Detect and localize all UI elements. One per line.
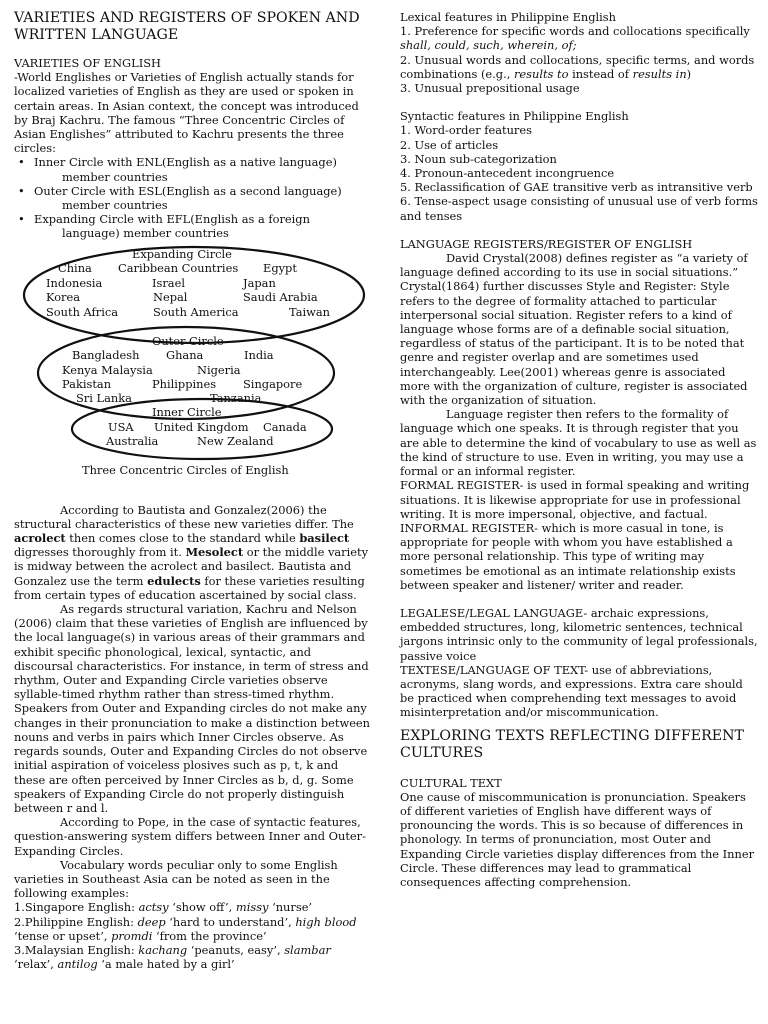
varieties-paragraph-2: As regards structural variation, Kachru and Nelson (2006) claim that these varieties of English are influenced by the local language(s) in various areas of their grammars and exhibit specific phonological, lexical, syntactic, and discoursal characteristics. For instance, in term of stress and rhythm, Outer and Expanding Circle varieties observe syllable-timed rhythm rather than stress-timed rhythm. Speakers from Outer and Expanding circles do not make any changes in their pronunciation to make a distinction between nouns and verbs in pairs which Inner Circles observe. As regards sounds, Outer and Expanding Circles do not observe initial aspiration of voiceless plosives such as p, t, k and these are often perceived by Inner Circles as b, d, g. Some speakers of Expanding Circle do not properly distinguish between r and l.: [14, 602, 371, 815]
list-item: • Outer Circle with ESL(English as a second language) member countries: [14, 184, 370, 212]
country-label: Saudi Arabia: [243, 289, 318, 304]
outer-circle-label: Outer Circle: [152, 333, 224, 348]
country-label: Korea: [46, 289, 81, 304]
legalese: LEGALESE/LEGAL LANGUAGE- archaic expressions, embedded structures, long, kilometric sentences, technical jargons intrinsic only to the community of legal professionals, passive voice: [400, 605, 758, 663]
concentric-circles-diagram: [14, 245, 370, 481]
varieties-heading: VARIETIES OF ENGLISH: [14, 56, 161, 70]
exploring-heading: EXPLORING TEXTS REFLECTING DIFFERENT CULTURES: [400, 727, 744, 761]
registers-heading: LANGUAGE REGISTERS/REGISTER OF ENGLISH: [400, 236, 693, 251]
example-philippine: 2.Philippine English: deep ‘hard to understand’, high blood ‘tense or upset’, promdi ‘from the province’: [14, 914, 357, 943]
country-label: Bangladesh: [72, 347, 140, 362]
syntactic-item-1: 1. Word-order features: [400, 123, 532, 138]
country-label: Tanzania: [210, 390, 262, 405]
country-label: New Zealand: [197, 433, 274, 448]
syntactic-item-2: 2. Use of articles: [400, 137, 499, 152]
country-label: Nigeria: [197, 362, 241, 377]
syntactic-item-5: 5. Reclassification of GAE transitive verb as intransitive verb: [400, 180, 753, 195]
syntactic-item-4: 4. Pronoun-antecedent incongruence: [400, 166, 615, 181]
country-label: Israel: [152, 275, 185, 290]
example-singapore: 1.Singapore English: actsy ‘show off’, missy ‘nurse’: [14, 900, 313, 915]
varieties-paragraph-3: According to Pope, in the case of syntactic features, question-answering system differs between Inner and Outer-Expanding Circles.: [14, 815, 366, 858]
country-label: United Kingdom: [154, 419, 249, 434]
syntactic-heading: Syntactic features in Philippine English: [400, 109, 629, 124]
country-label: USA: [108, 419, 134, 434]
cultural-heading: CULTURAL TEXT: [400, 775, 502, 790]
country-label: Australia: [106, 433, 159, 448]
syntactic-item-3: 3. Noun sub-categorization: [400, 151, 557, 166]
cultural-paragraph: One cause of miscommunication is pronunciation. Speakers of different varieties of English have different ways of pronouncing the words. This is so because of differences in phonology. In terms of pronunciation, most Outer and Expanding Circle varieties display differences from the Inner Circle. These differences may lead to grammatical consequences affecting comprehension.: [400, 789, 755, 889]
country-label: Japan: [243, 275, 276, 290]
country-label: Ghana: [166, 347, 204, 362]
country-label: Caribbean Countries: [118, 260, 239, 275]
document-title: VARIETIES AND REGISTERS OF SPOKEN AND WRITTEN LANGUAGE: [14, 10, 360, 43]
syntactic-item-6: 6. Tense-aspect usage consisting of unusual use of verb forms and tenses: [400, 194, 758, 223]
list-item: • Inner Circle with ENL(English as a native language) member countries: [14, 155, 370, 183]
country-label: South Africa: [46, 304, 119, 319]
country-label: Philippines: [152, 376, 217, 391]
varieties-paragraph-4: Vocabulary words peculiar only to some English varieties in Southeast Asia can be noted as seen in the following examples:: [14, 857, 338, 901]
expanding-circle-label: Expanding Circle: [132, 246, 232, 261]
informal-register: INFORMAL REGISTER- which is more casual in tone, is appropriate for people with whom you have established a more personal relationship. This type of writing may sometimes be emotional as an intimate relationship exists between speaker and listener/ writer and reader.: [400, 520, 736, 592]
example-malaysian: 3.Malaysian English: kachang ‘peanuts, easy’, slambar ‘relax’, antilog ‘a male hated by a girl’: [14, 942, 331, 972]
inner-circle-label: Inner Circle: [152, 404, 222, 419]
country-label: Pakistan: [62, 376, 112, 391]
lexical-item-2: 2. Unusual words and collocations, specific terms, and words combinations (e.g., results to instead of results in): [400, 52, 755, 81]
varieties-paragraph-1: According to Bautista and Gonzalez(2006) the structural characteristics of these new varieties differ. The acrolect then comes close to the standard while basilect digresses thoroughly from it. Mesolect or the middle variety is midway between the acrolect and basilect. Bautista and Gonzalez use the term edulects for these varieties resulting from certain types of education ascertained by social class.: [14, 502, 369, 602]
country-label: Canada: [263, 419, 307, 434]
textese: TEXTESE/LANGUAGE OF TEXT- use of abbreviations, acronyms, slang words, and expressions. Extra care should be practiced when comprehending text messages to avoid misinterpretation and/or miscommunication.: [400, 662, 743, 720]
right-column: [400, 10, 758, 889]
country-label: Kenya Malaysia: [62, 362, 153, 377]
list-item: • Expanding Circle with EFL(English as a foreign language) member countries: [14, 212, 370, 240]
lexical-item-1: 1. Preference for specific words and collocations specifically shall, could, such, wherein, of;: [400, 24, 750, 53]
country-label: Sri Lanka: [76, 390, 132, 405]
varieties-intro: -World Englishes or Varieties of English actually stands for localized varieties of English as they are used or spoken in certain areas. In Asian context, the concept was introduced by Braj Kachru. The famous “Three Concentric Circles of Asian Englishes” attributed to Kachru presents the three circles:: [14, 70, 359, 156]
registers-paragraph-1: David Crystal(2008) defines register as “a variety of language defined according to its use in social situations.” Crystal(1864) further discusses Style and Register: Style refers to the degree of formality attached to particular interpersonal social situation. Register refers to a kind of language whose forms are of a definable social situation, regardless of status of the participant. It is to be noted that genre and register overlap and are sometimes used interchangeably. Lee(2001) whereas genre is associated more with the organization of culture, register is associated with the organization of situation.: [400, 251, 748, 408]
diagram-caption: Three Concentric Circles of English: [82, 462, 289, 477]
country-label: Taiwan: [289, 304, 331, 319]
country-label: China: [58, 260, 92, 275]
circles-list: [14, 155, 370, 240]
left-column: [14, 10, 370, 971]
country-label: Indonesia: [46, 275, 103, 290]
lexical-item-3: 3. Unusual prepositional usage: [400, 81, 580, 96]
lexical-heading: Lexical features in Philippine English: [400, 10, 616, 24]
country-label: India: [244, 347, 274, 362]
registers-paragraph-2: Language register then refers to the formality of language which one speaks. It is through register that you are able to determine the kind of vocabulary to use as well as the kind of structure to use. Even in writing, you may use a formal or an informal register.: [400, 407, 757, 479]
country-label: South America: [153, 304, 239, 319]
country-label: Egypt: [263, 260, 297, 275]
formal-register: FORMAL REGISTER- is used in formal speaking and writing situations. It is likewise appropriate for use in professional writing. It is more impersonal, objective, and factual.: [400, 478, 750, 521]
country-label: Nepal: [153, 289, 188, 304]
country-label: Singapore: [243, 376, 303, 391]
